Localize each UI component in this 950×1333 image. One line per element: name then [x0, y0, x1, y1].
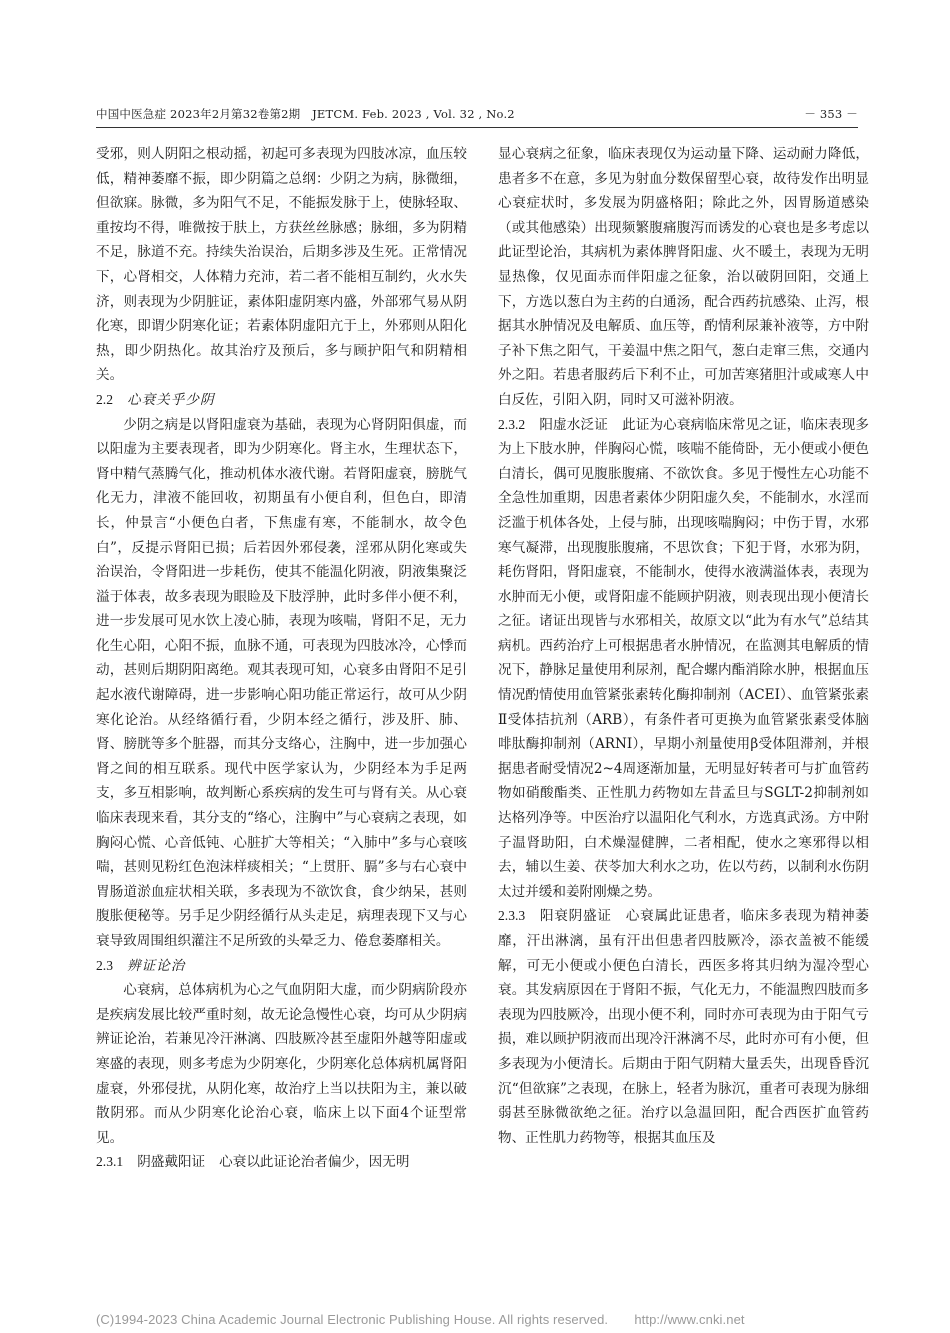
- section-title: 阴盛戴阳证: [137, 1154, 206, 1171]
- page-number: － 353 －: [804, 107, 858, 121]
- section-heading-2-3-1: [96, 1150, 467, 1175]
- section-title: 辨证论治: [127, 957, 186, 974]
- section-lead-text: 心衰以此证论治者偏少，因无明: [219, 1154, 410, 1171]
- paragraph: 受邪，则人阴阳之根动摇，初起可多表现为四肢冰凉，血压较低，精神萎靡不振，即少阴篇之总纲：少阴之为病，脉微细，但欲寐。脉微，多为阳气不足，不能振发脉于上，使脉轻取、重按均不得，唯微按于肤上，方获丝丝脉感；脉细，多为阴精不足，脉道不充。持续失治误治，后期多涉及生死。正常情况下，心肾相交，人体精力充沛，若二者不能相互制约，火水失济，则表现为少阴脏证，素体阳虚阴寒内盛，外部邪气易从阴化寒，即谓少阴寒化证；若素体阴虚阳亢于上，外邪则从阳化热，即少阴热化。故其治疗及预后，多与顾护阳气和阴精相关。: [96, 146, 467, 384]
- left-column: [96, 142, 467, 1175]
- section-title: 心衰关乎少阴: [127, 391, 215, 408]
- section-number: 2.3.3: [498, 908, 526, 924]
- paragraph: 少阴之病是以肾阳虚衰为基础，表现为心肾阴阳俱虚，而以阳虚为主要表现者，即为少阴寒化。肾主水，生理状态下，肾中精气蒸腾气化，推动机体水液代谢。若肾阳虚衰，膀胱气化无力，津液不能回收，初期虽有小便自利，但色白，即清长，仲景言“小便色白者，下焦虚有寒，不能制水，故令色白”，反提示肾阳已损；后若因外邪侵袭，淫邪从阴化寒或失治误治，令肾阳进一步耗伤，使其不能温化阴液，阴液集聚泛溢于体表，故多表现为眼睑及下肢浮肿，此时多伴小便不利，进一步发展可见水饮上凌心肺，表现为咳喘，肾阳不足，无力化生心阳，心阳不振，血脉不通，可表现为四肢冰冷，心悸而动，甚则后期阴阳离绝。观其表现可知，心衰多由肾阳不足引起水液代谢障碍，进一步影响心阳功能正常运行，故可从少阴寒化论治。从经络循行看，少阴本经之循行，涉及肝、肺、肾、膀胱等多个脏器，而其分支络心，注胸中，进一步加强心肾之间的相互联系。现代中医学家认为，少阴经本为手足两支，多互相影响，故判断心系疾病的发生可与肾有关。从心衰临床表现来看，其分支的“络心，注胸中”与心衰病之表现，如胸闷心慌、心音低钝、心脏扩大等相关；“入肺中”多与心衰咳喘，甚则见粉红色泡沫样痰相关；“上贯肝、膈”多与右心衰中胃肠道淤血症状相关联，多表现为不欲饮食，食少纳呆，甚则腹胀便秘等。另手足少阴经循行从头走足，病理表现下又与心衰导致周围组织灌注不足所致的头晕乏力、倦怠萎靡相关。: [96, 416, 467, 949]
- section-title: 阳衰阴盛证: [539, 908, 612, 925]
- section-heading-2-3: [96, 954, 467, 979]
- section-heading-2-2: [96, 388, 467, 413]
- paragraph: 心衰属此证患者，临床多表现为精神萎靡，汗出淋漓，虽有汗出但患者四肢厥冷，添衣盖被不能缓解，可无小便或小便色白清长，西医多将其归纳为湿冷型心衰。其发病原因在于肾阳不振，气化无力，不能温煦四肢而多表现为四肢厥冷，出现小便不利，同时亦可表现为由于阳气亏损，难以顾护阴液而出现冷汗淋漓不尽，此时亦可有小便，但多表现为小便清长。后期由于阳气阴精大量丢失，出现昏昏沉沉“但欲寐”之表现，在脉上，轻者为脉沉，重者可表现为脉细弱甚至脉微欲绝之征。治疗以急温回阳，配合西医扩血管药物、正性肌力药物等，根据其血压及: [498, 908, 870, 1146]
- paragraph: 此证为心衰病临床常见之证，临床表现多为上下肢水肿，伴胸闷心慌，咳喘不能倚卧，无小便或小便色白清长，偶可见腹胀腹痛、不欲饮食。多见于慢性左心功能不全急性加重期，因患者素体少阴阳虚久矣，不能制水，水淫而泛滥于机体各处，上侵与肺，出现咳喘胸闷；中伤于胃，水邪寒气凝滞，出现腹胀腹痛，不思饮食；下犯于肾，水邪为阴，耗伤肾阳，肾阳虚衰，不能制水，使得水液满溢体表，表现为水肿而无小便，或肾阳虚不能顾护阴液，则表现出现小便清长之征。诸证出现皆与水邪相关，故原文以“此为有水气”总结其病机。西药治疗上可根据患者水肿情况，在监测其电解质的情况下，静脉足量使用利尿剂，配合螺内酯消除水肿，根据血压情况酌情使用血管紧张素转化酶抑制剂（ACEI）、血管紧张素Ⅱ受体拮抗剂（ARB），有条件者可更换为血管紧张素受体脑啡肽酶抑制剂（ARNI），早期小剂量使用β受体阻滞剂，并根据患者耐受情况2~4周逐渐加量，无明显好转者可与扩血管药物如硝酸酯类、正性肌力药物如左昔孟旦与SGLT-2抑制剂如达格列净等。中医治疗以温阳化气利水，方选真武汤。方中附子温肾助阳，白术燥湿健脾，二者相配，使水之寒邪得以相去，辅以生姜、茯苓加大利水之功，佐以芍药，以制利水伤阴太过并缓和姜附刚燥之势。: [498, 416, 870, 900]
- journal-citation: 中国中医急症 2023年2月第32卷第2期 JETCM. Feb. 2023 , Vol. 32 , No.2: [96, 107, 515, 121]
- section-2-3-2: [498, 413, 869, 905]
- right-column: [498, 142, 869, 1150]
- header-rule: [96, 127, 858, 128]
- section-number: 2.2: [96, 391, 113, 407]
- section-title: 阳虚水泛证: [539, 416, 608, 433]
- section-number: 2.3.1: [96, 1154, 124, 1170]
- section-2-3-3: [498, 904, 869, 1150]
- paragraph: 心衰病，总体病机为心之气血阴阳大虚，而少阴病阶段亦是疾病发展比较严重时刻，故无论急慢性心衰，均可从少阴病辨证论治，若兼见冷汗淋漓、四肢厥冷甚至虚阳外越等阳虚或寒盛的表现，则多考虑为少阴寒化，少阴寒化总体病机属肾阳虚衰，外邪侵扰，从阴化寒，故治疗上当以扶阳为主，兼以破散阴邪。而从少阴寒化论治心衰，临床上以下面4个证型常见。: [96, 982, 467, 1146]
- copyright-footer: (C)1994-2023 China Academic Journal Electronic Publishing House. All rights reserved. http://www.cnki.net: [96, 1312, 745, 1327]
- paragraph: 显心衰病之征象，临床表现仅为运动量下降、运动耐力降低，患者多不在意，多见为射血分数保留型心衰，故待发作出明显心衰症状时，多发展为阴盛格阳；除此之外，因胃肠道感染（或其他感染）出现频繁腹痛腹泻而诱发的心衰也是多考虑以此证型论治，其病机为素体脾肾阳虚、火不暖土，表现为无明显热像，仅见面赤而伴阳虚之征象，治以破阴回阳，交通上下，方选以葱白为主药的白通汤，配合西药抗感染、止泻，根据其水肿情况及电解质、血压等，酌情利尿兼补液等，方中附子补下焦之阳气，干姜温中焦之阳气，葱白走窜三焦，交通内外之阳。若患者服药后下利不止，可加苦寒猪胆汁或咸寒人中白反佐，引阳入阴，同时又可滋补阴液。: [498, 146, 869, 408]
- section-number: 2.3.2: [498, 416, 526, 432]
- section-number: 2.3: [96, 957, 113, 973]
